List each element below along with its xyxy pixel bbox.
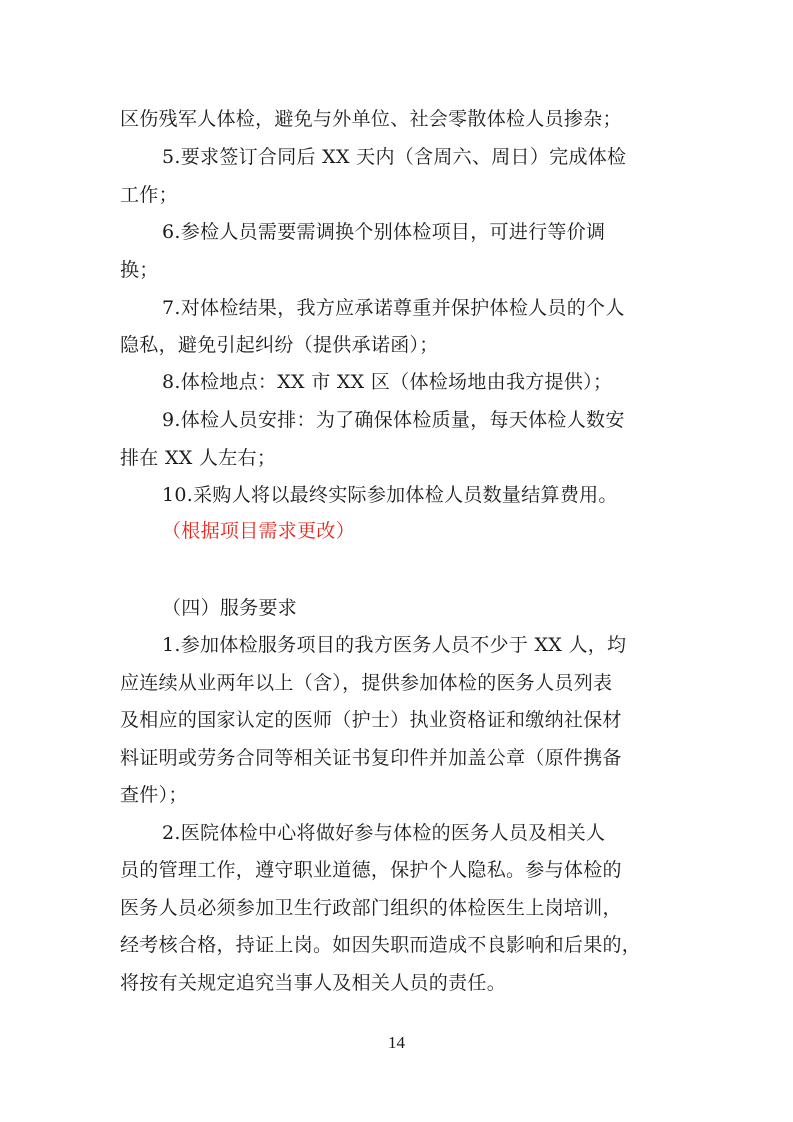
item-9-line-1: 9.体检人员安排：为了确保体检质量，每天体检人数安 [162, 409, 625, 431]
section-heading: （四）服务要求 [162, 597, 298, 619]
item-8-line-1: 8.体检地点：XX 市 XX 区（体检场地由我方提供）； [162, 371, 613, 393]
service-item-1-line-5: 查件）； [120, 784, 188, 806]
service-item-1-line-1: 1.参加体检服务项目的我方医务人员不少于 XX 人，均 [162, 634, 627, 656]
item-6-line-2: 换； [120, 259, 159, 281]
item-6-line-1: 6.参检人员需要需调换个别体检项目，可进行等价调 [162, 221, 606, 243]
item-7-line-1: 7.对体检结果，我方应承诺尊重并保护体检人员的个人 [162, 297, 625, 319]
item-5-line-2: 工作； [120, 184, 178, 206]
service-item-1-line-3: 及相应的国家认定的医师（护士）执业资格证和缴纳社保材 [120, 709, 622, 731]
item-9-line-2: 排在 XX 人左右； [120, 447, 277, 469]
service-item-2-line-3: 医务人员必须参加卫生行政部门组织的体检医生上岗培训， [120, 897, 622, 919]
service-item-2-line-5: 将按有关规定追究当事人及相关人员的责任。 [120, 972, 507, 994]
service-item-1-line-2: 应连续从业两年以上（含），提供参加体检的医务人员列表 [120, 672, 613, 694]
service-item-2-line-1: 2.医院体检中心将做好参与体检的医务人员及相关人 [162, 822, 606, 844]
revision-note: （根据项目需求更改） [162, 520, 356, 542]
item-10-line-1: 10.采购人将以最终实际参加体检人员数量结算费用。 [162, 484, 618, 506]
item-5-line-1: 5.要求签订合同后 XX 天内（含周六、周日）完成体检 [162, 146, 627, 168]
page-number: 14 [388, 1033, 405, 1052]
service-item-2-line-2: 员的管理工作，遵守职业道德，保护个人隐私。参与体检的 [120, 859, 622, 881]
service-item-2-line-4: 经考核合格，持证上岗。如因失职而造成不良影响和后果的， [120, 934, 642, 956]
service-item-1-line-4: 料证明或劳务合同等相关证书复印件并加盖公章（原件携备 [120, 747, 622, 769]
item-7-line-2: 隐私，避免引起纠纷（提供承诺函）； [120, 334, 439, 356]
paragraph-4-continuation: 区伤残军人体检，避免与外单位、社会零散体检人员掺杂； [120, 108, 622, 130]
